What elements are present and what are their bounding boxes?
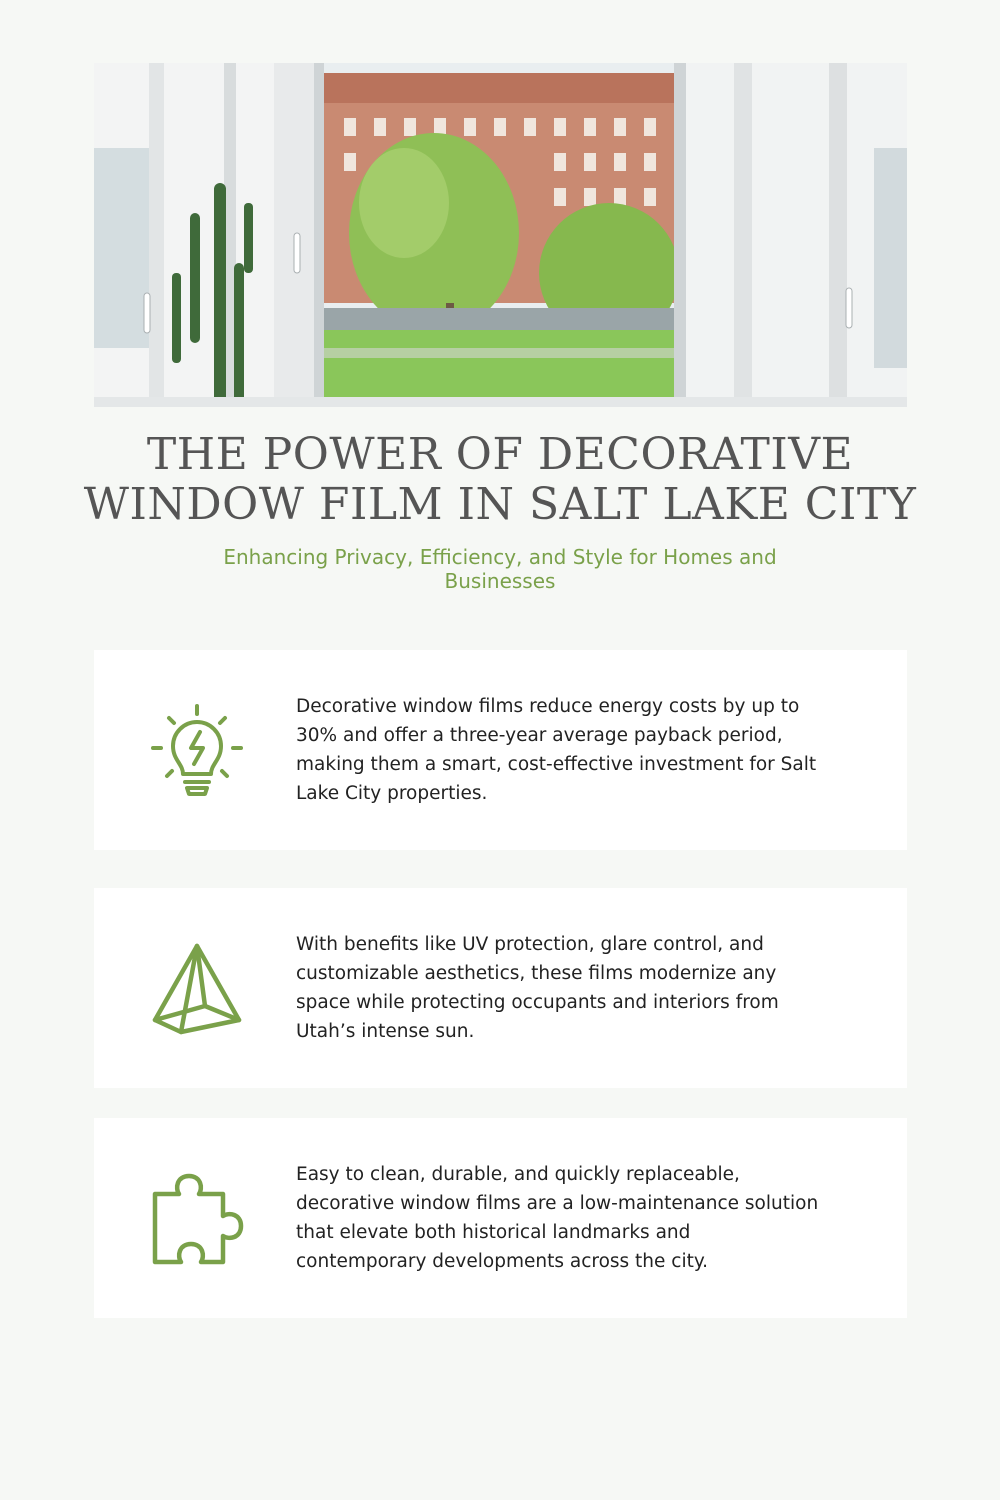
benefit-text-energy: Decorative window films reduce energy costs by up to 30% and offer a three-year average payback period, making them a smart, cost-effective investment for Salt Lake City properties. bbox=[296, 696, 817, 804]
puzzle-piece-icon bbox=[149, 1170, 245, 1266]
window-view-illustration bbox=[94, 63, 907, 407]
page-subtitle: Enhancing Privacy, Efficiency, and Style for Homes and Businesses bbox=[223, 545, 777, 593]
benefit-text-maintenance: Easy to clean, durable, and quickly replaceable, decorative window films are a low-maintenance solution that elevate both historical landmarks and contemporary developments across the city. bbox=[296, 1164, 819, 1272]
benefit-card-energy bbox=[94, 650, 907, 850]
hero-photo bbox=[94, 63, 907, 407]
benefit-text-protection: With benefits like UV protection, glare control, and customizable aesthetics, these films modernize any space while protecting occupants and interiors from Utah’s intense sun. bbox=[296, 934, 779, 1042]
pyramid-icon bbox=[149, 940, 245, 1036]
page-title bbox=[0, 430, 1000, 530]
lightbulb-bolt-icon bbox=[149, 702, 245, 798]
title-line-2: WINDOW FILM IN SALT LAKE CITY bbox=[83, 479, 917, 530]
benefit-card-protection bbox=[94, 888, 907, 1088]
benefit-card-maintenance bbox=[94, 1118, 907, 1318]
title-line-1: THE POWER OF DECORATIVE bbox=[146, 429, 854, 480]
